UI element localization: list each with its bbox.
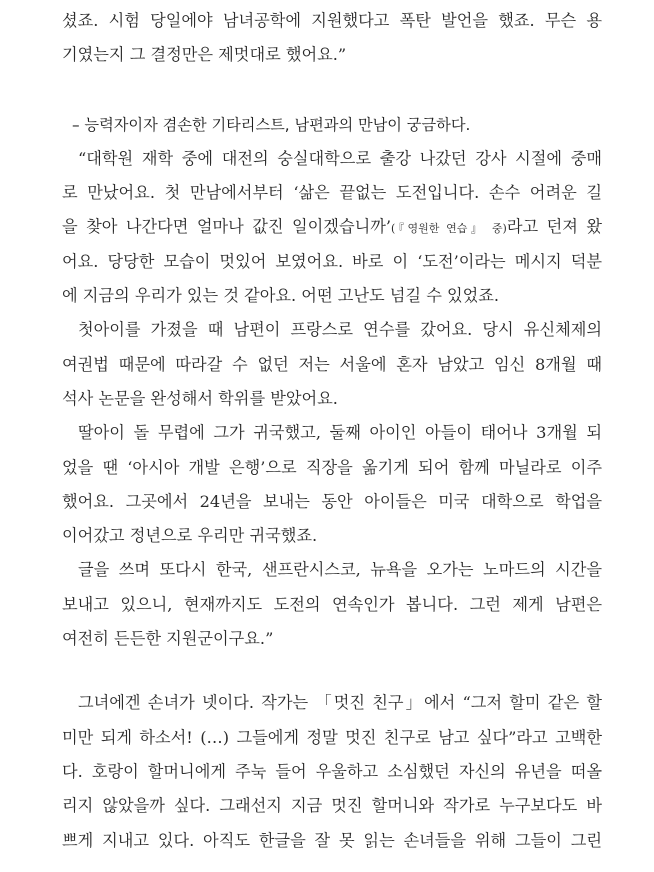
text-segment: 라고 던져 왔 — [506, 217, 603, 237]
paragraph-answer-meeting — [62, 142, 602, 313]
text-line: 에 지금의 우리가 있는 것 같아요. 어떤 고난도 넘길 수 있었죠. — [62, 286, 500, 306]
text-line: 로 만났어요. 첫 만남에서부터 ‘삶은 끝없는 도전입니다. 손수 어려운 길 — [62, 183, 602, 203]
text-line: 기였는지 그 결정만은 제멋대로 했어요.” — [62, 45, 347, 65]
paragraph-answer-first-child — [62, 313, 602, 416]
text-line: 미만 되게 하소서! (…) 그들에게 정말 멋진 친구로 남고 싶다”라고 고백한 — [62, 727, 602, 747]
text-line: 그녀에겐 손녀가 넷이다. 작가는 「멋진 친구」에서 “그저 할미 같은 할 — [78, 693, 602, 713]
text-line: 딸아이 돌 무렵에 그가 귀국했고, 둘째 아이인 아들이 태어나 3개월 되 — [78, 423, 602, 443]
text-line: 여권법 때문에 따라갈 수 없던 저는 서울에 혼자 남았고 임신 8개월 때 — [62, 354, 602, 374]
citation-note: (『영원한 연습』 중) — [391, 222, 507, 236]
paragraph-answer-nomad — [62, 553, 602, 656]
text-line: 쁘게 지내고 있다. 아직도 한글을 잘 못 읽는 손녀들을 위해 그들이 그린 — [62, 830, 602, 850]
paragraph-intro — [62, 4, 602, 73]
paragraph-gap — [62, 656, 602, 686]
text-line: 첫아이를 가졌을 때 남편이 프랑스로 연수를 갔어요. 당시 유신체제의 — [78, 320, 602, 340]
text-line: “대학원 재학 중에 대전의 숭실대학으로 출강 나갔던 강사 시절에 중매 — [78, 148, 602, 168]
text-line: 리지 않았을까 싶다. 그래선지 지금 멋진 할머니와 작가로 누구보다도 바 — [62, 796, 602, 816]
document-page — [62, 4, 602, 858]
text-line: 했어요. 그곳에서 24년을 보내는 동안 아이들은 미국 대학으로 학업을 — [62, 491, 602, 511]
text-line: 석사 논문을 완성해서 학위를 받았어요. — [62, 388, 338, 408]
paragraph-gap — [62, 73, 602, 108]
text-line: 글을 쓰며 또다시 한국, 샌프란시스코, 뉴욕을 오가는 노마드의 시간을 — [78, 560, 602, 580]
text-line: 보내고 있으니, 현재까지도 도전의 연속인가 봅니다. 그런 제게 남편은 — [62, 594, 602, 614]
text-line: 었을 땐 ‘아시아 개발 은행’으로 직장을 옮기게 되어 함께 마닐라로 이주 — [62, 457, 602, 477]
text-line — [62, 210, 602, 244]
paragraph-answer-manila — [62, 416, 602, 553]
text-line: 여전히 든든한 지원군이구요.” — [62, 629, 274, 649]
interview-question: – 능력자이자 겸손한 기타리스트, 남편과의 만남이 궁금하다. — [72, 115, 471, 134]
text-line: 어요. 당당한 모습이 멋있어 보였어요. 바로 이 ‘도전’이라는 메시지 덕분 — [62, 251, 602, 271]
text-line: 셨죠. 시험 당일에야 남녀공학에 지원했다고 폭탄 발언을 했죠. 무슨 용 — [62, 11, 602, 30]
text-line: 이어갔고 정년으로 우리만 귀국했죠. — [62, 526, 318, 546]
text-segment: 을 찾아 나간다면 얼마나 값진 일이겠습니까’ — [62, 217, 392, 237]
paragraph-granddaughters — [62, 686, 602, 857]
text-line: 다. 호랑이 할머니에게 주눅 들어 우울하고 소심했던 자신의 유년을 떠올 — [62, 761, 602, 781]
